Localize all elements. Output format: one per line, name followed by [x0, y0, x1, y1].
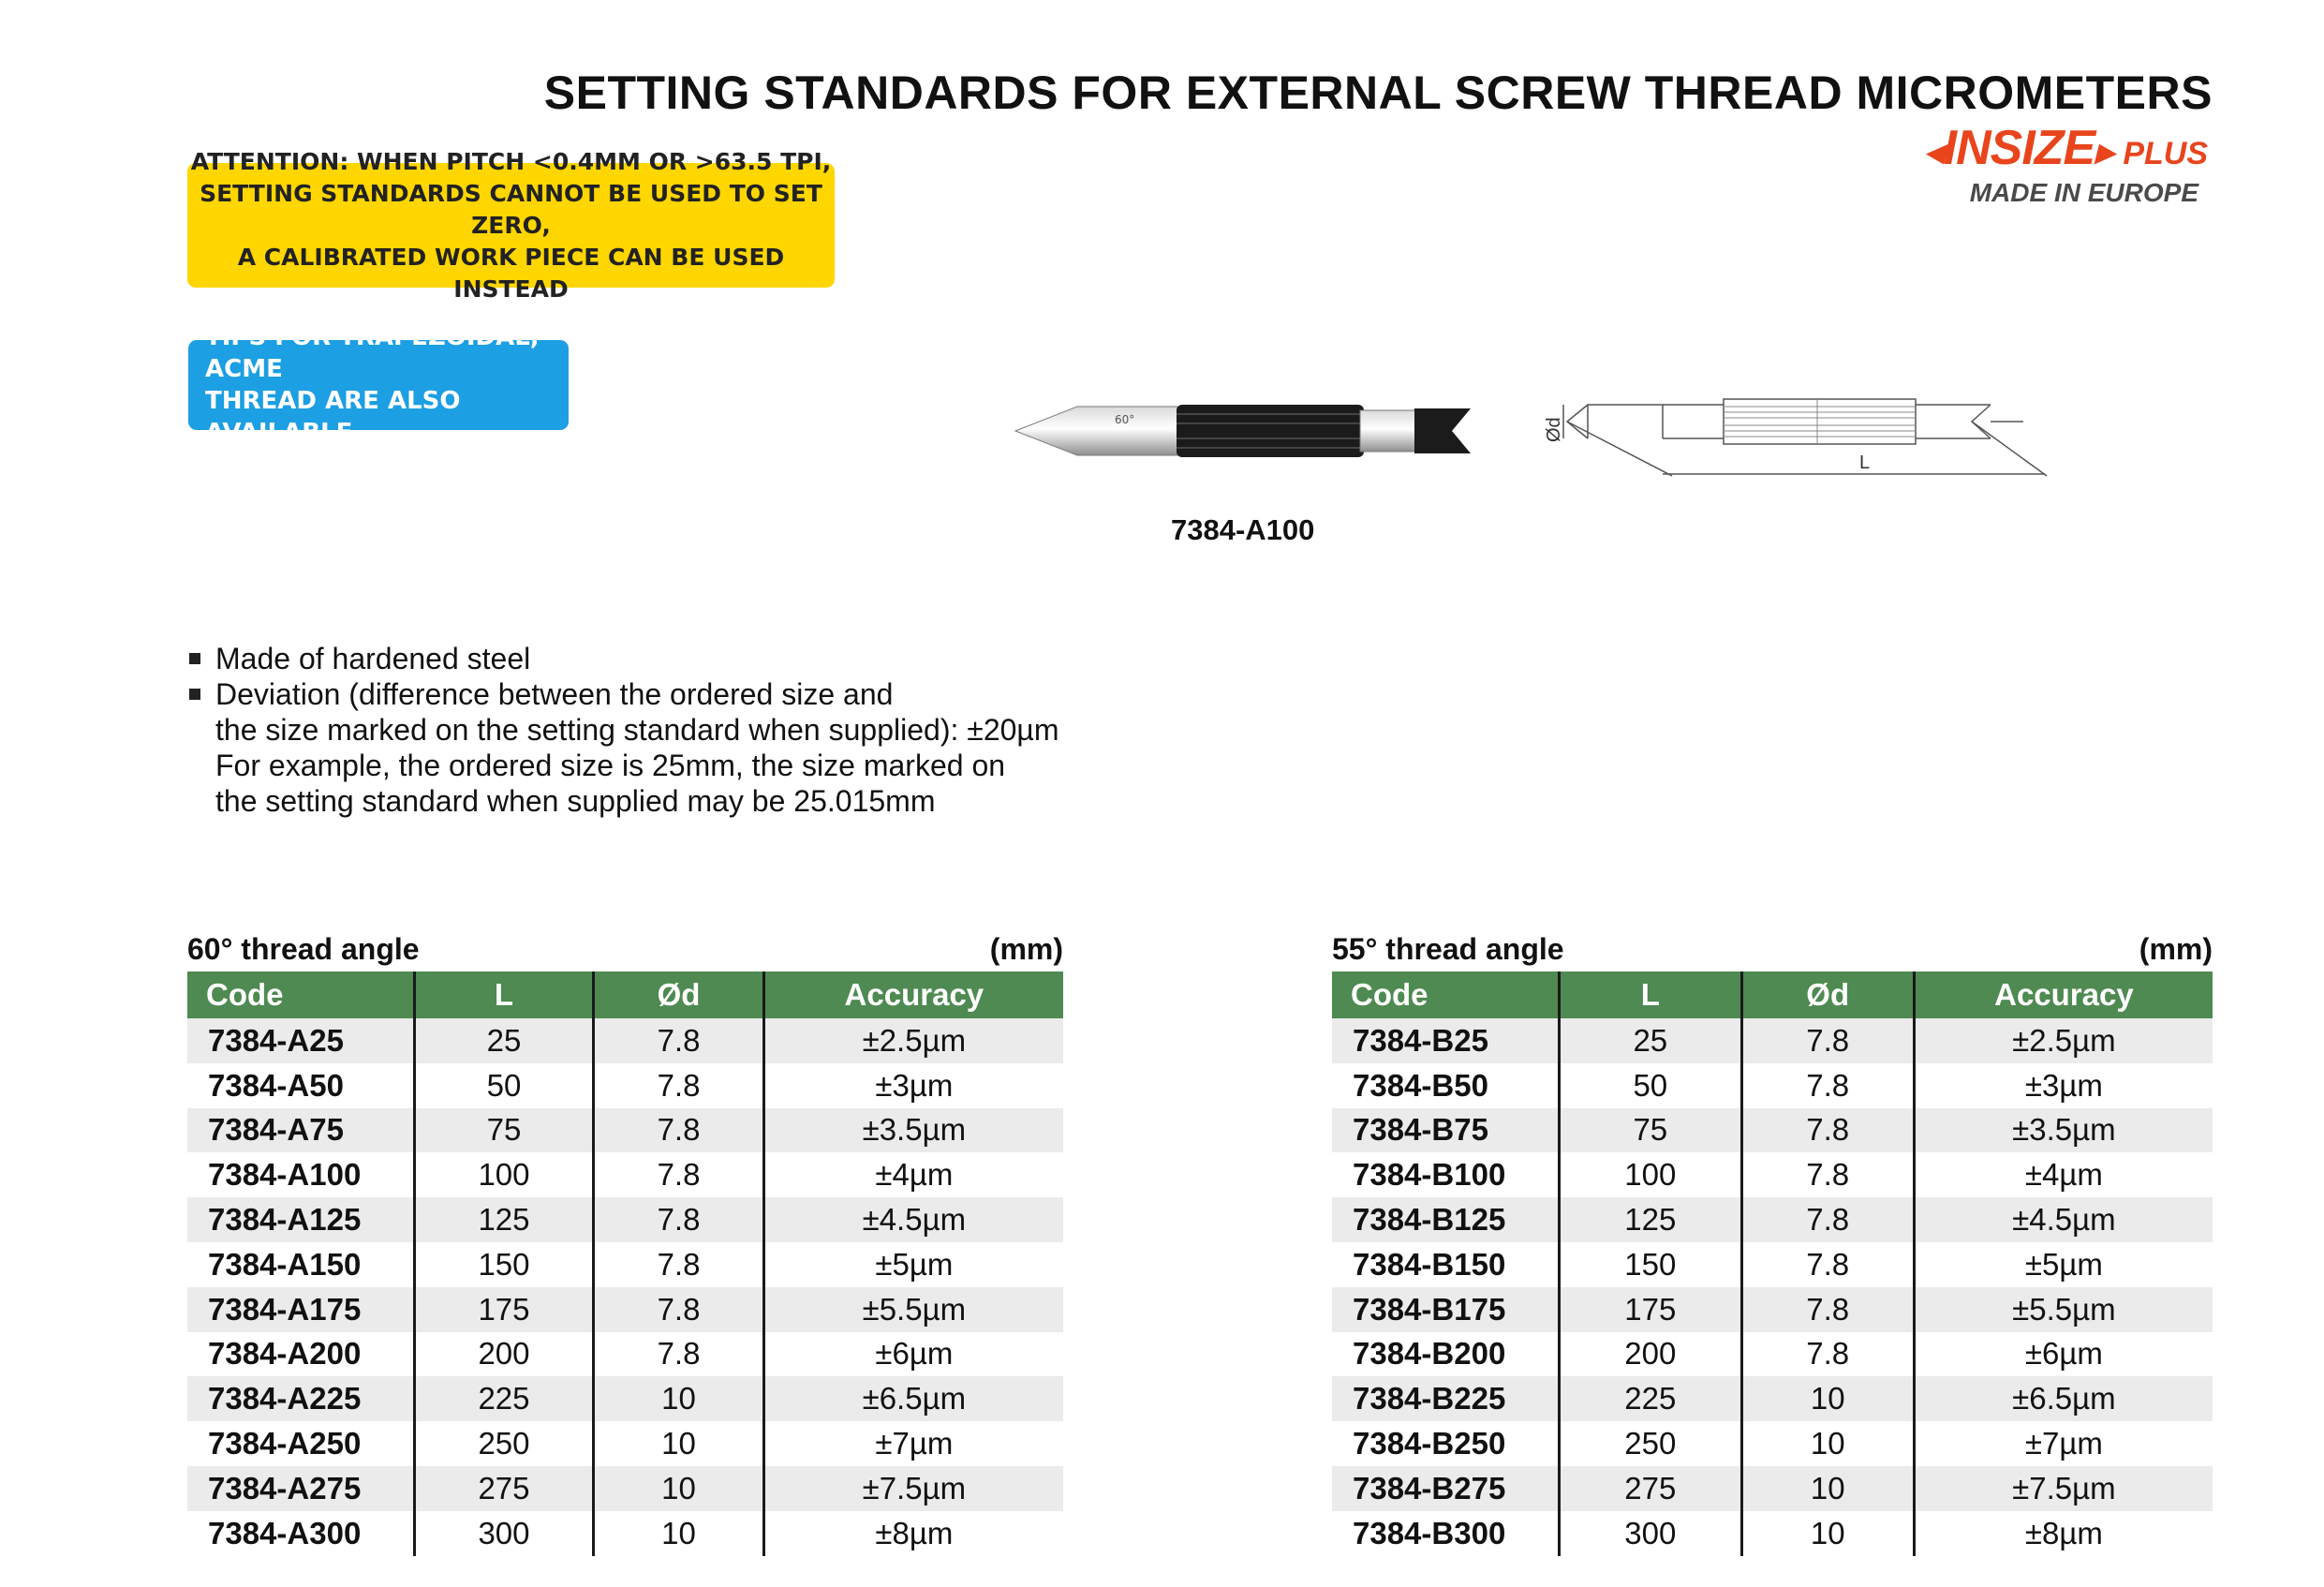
table-row	[1332, 1018, 2213, 1063]
cell-length: 275	[414, 1466, 594, 1511]
feature-list	[187, 641, 1059, 819]
cell-diameter: 7.8	[1741, 1242, 1914, 1287]
cell-length: 275	[1560, 1466, 1742, 1511]
brand-logo	[1899, 120, 2208, 206]
cell-accuracy: ±7µm	[1914, 1421, 2213, 1466]
cell-diameter: 7.8	[594, 1063, 763, 1108]
cell-length: 300	[1560, 1511, 1742, 1556]
table-unit: (mm)	[2139, 932, 2213, 966]
cell-accuracy: ±6.5µm	[763, 1376, 1063, 1421]
table-row	[1332, 1197, 2213, 1242]
table-row	[187, 1063, 1063, 1108]
cell-code: 7384-A50	[187, 1063, 414, 1108]
cell-diameter: 7.8	[1741, 1287, 1914, 1332]
cell-accuracy: ±3µm	[763, 1063, 1063, 1108]
cell-diameter: 7.8	[594, 1197, 763, 1242]
cell-accuracy: ±3.5µm	[763, 1108, 1063, 1153]
cell-length: 175	[1560, 1287, 1742, 1332]
cell-length: 150	[414, 1242, 594, 1287]
cell-code: 7384-A75	[187, 1108, 414, 1153]
brand-name: INSIZE	[1943, 121, 2095, 175]
cell-diameter: 7.8	[1741, 1197, 1914, 1242]
table-row	[1332, 1466, 2213, 1511]
column-header-code: Code	[1332, 971, 1560, 1018]
column-header-diameter: Ød	[1741, 971, 1914, 1018]
photo-shank	[1360, 410, 1416, 452]
table-row	[187, 1332, 1063, 1377]
feature-line: Deviation (difference between the ordered size and	[215, 677, 894, 711]
cell-length: 75	[1560, 1108, 1742, 1153]
cell-diameter: 7.8	[594, 1108, 763, 1153]
table-row	[1332, 1108, 2213, 1153]
table-row	[1332, 1421, 2213, 1466]
table-row	[1332, 1152, 2213, 1197]
logo-arrow-right-icon: ▸	[2095, 131, 2114, 172]
cell-length: 225	[414, 1376, 594, 1421]
column-header-length: L	[1560, 971, 1742, 1018]
cell-accuracy: ±3.5µm	[1914, 1108, 2213, 1153]
cell-accuracy: ±7.5µm	[1914, 1466, 2213, 1511]
table-body	[1332, 1018, 2213, 1556]
attention-line: ATTENTION: WHEN PITCH <0.4MM OR >63.5 TPI,	[190, 147, 832, 175]
cell-diameter: 7.8	[1741, 1063, 1914, 1108]
cell-code: 7384-A175	[187, 1287, 414, 1332]
feature-item	[187, 641, 1059, 676]
cell-code: 7384-B300	[1332, 1511, 1560, 1556]
attention-line: SETTING STANDARDS CANNOT BE USED TO SET ZERO,	[200, 179, 822, 239]
logo-arrow-left-icon: ◂	[1924, 131, 1944, 172]
cell-code: 7384-A250	[187, 1421, 414, 1466]
photo-tip	[1015, 407, 1180, 455]
cell-accuracy: ±4.5µm	[1914, 1197, 2213, 1242]
cell-diameter: 10	[1741, 1421, 1914, 1466]
cell-diameter: 7.8	[1741, 1332, 1914, 1377]
table-body	[187, 1018, 1063, 1556]
table-row	[187, 1287, 1063, 1332]
cell-diameter: 10	[1741, 1376, 1914, 1421]
tips-notice	[188, 323, 569, 447]
cell-diameter: 10	[594, 1511, 763, 1556]
table-row	[1332, 1332, 2213, 1377]
cell-diameter: 10	[1741, 1511, 1914, 1556]
table-row	[187, 1242, 1063, 1287]
cell-length: 200	[414, 1332, 594, 1377]
table-row	[187, 1152, 1063, 1197]
cell-diameter: 10	[594, 1466, 763, 1511]
column-header-diameter: Ød	[594, 971, 763, 1018]
cell-code: 7384-B175	[1332, 1287, 1560, 1332]
cell-length: 125	[414, 1197, 594, 1242]
cell-code: 7384-A25	[187, 1018, 414, 1063]
table-heading: 60° thread angle	[187, 932, 420, 966]
feature-line: the size marked on the setting standard when supplied): ±20µm	[215, 713, 1059, 747]
cell-accuracy: ±7µm	[763, 1421, 1063, 1466]
table-header	[1332, 971, 2213, 1018]
cell-code: 7384-A300	[187, 1511, 414, 1556]
cell-accuracy: ±2.5µm	[763, 1018, 1063, 1063]
tips-line: THREAD ARE ALSO AVAILABLE	[205, 387, 461, 447]
cell-accuracy: ±8µm	[763, 1511, 1063, 1556]
cell-code: 7384-B125	[1332, 1197, 1560, 1242]
cell-length: 100	[414, 1152, 594, 1197]
spec-table	[187, 971, 1063, 1556]
cell-diameter: 7.8	[594, 1287, 763, 1332]
cell-code: 7384-A275	[187, 1466, 414, 1511]
table-row	[1332, 1063, 2213, 1108]
cell-length: 225	[1560, 1376, 1742, 1421]
cell-length: 100	[1560, 1152, 1742, 1197]
table-heading-row	[1332, 932, 2213, 971]
table-row	[187, 1421, 1063, 1466]
table-row	[187, 1466, 1063, 1511]
setting-standard-photo	[1012, 393, 1480, 468]
cell-accuracy: ±3µm	[1914, 1063, 2213, 1108]
feature-line: For example, the ordered size is 25mm, the size marked on	[215, 749, 1006, 782]
cell-code: 7384-B275	[1332, 1466, 1560, 1511]
cell-accuracy: ±8µm	[1914, 1511, 2213, 1556]
cell-diameter: 7.8	[594, 1152, 763, 1197]
attention-notice	[187, 147, 835, 303]
cell-accuracy: ±4µm	[1914, 1152, 2213, 1197]
column-header-accuracy: Accuracy	[1914, 971, 2213, 1018]
dim-d-label: Ød	[1544, 417, 1564, 442]
table-row	[1332, 1376, 2213, 1421]
cell-accuracy: ±4.5µm	[763, 1197, 1063, 1242]
table-row	[187, 1108, 1063, 1153]
attention-line: A CALIBRATED WORK PIECE CAN BE USED INSTEAD	[237, 243, 785, 303]
cell-length: 250	[1560, 1421, 1742, 1466]
brand-plus: PLUS	[2123, 136, 2208, 171]
cell-accuracy: ±5µm	[1914, 1242, 2213, 1287]
tips-line: TIPS FOR TRAPEZOIDAL, ACME	[205, 323, 540, 383]
cell-length: 25	[1560, 1018, 1742, 1063]
insize-logo	[1925, 120, 2208, 176]
table-55-degree	[1332, 932, 2213, 1556]
cell-diameter: 7.8	[1741, 1152, 1914, 1197]
column-header-accuracy: Accuracy	[763, 971, 1063, 1018]
feature-line: the setting standard when supplied may be 25.015mm	[215, 784, 936, 818]
cell-code: 7384-A100	[187, 1152, 414, 1197]
page-title: SETTING STANDARDS FOR EXTERNAL SCREW THREAD MICROMETERS	[543, 67, 2213, 119]
table-row	[1332, 1242, 2213, 1287]
cell-length: 150	[1560, 1242, 1742, 1287]
cell-code: 7384-A225	[187, 1376, 414, 1421]
cell-accuracy: ±5.5µm	[1914, 1287, 2213, 1332]
cell-length: 175	[414, 1287, 594, 1332]
cell-diameter: 7.8	[1741, 1018, 1914, 1063]
cell-code: 7384-B250	[1332, 1421, 1560, 1466]
cell-accuracy: ±6µm	[763, 1332, 1063, 1377]
photo-mark: 60°	[1115, 413, 1135, 426]
cell-length: 125	[1560, 1197, 1742, 1242]
cell-accuracy: ±7.5µm	[763, 1466, 1063, 1511]
table-header	[187, 971, 1063, 1018]
table-row	[187, 1376, 1063, 1421]
cell-accuracy: ±4µm	[763, 1152, 1063, 1197]
cell-length: 250	[414, 1421, 594, 1466]
cell-code: 7384-B75	[1332, 1108, 1560, 1153]
cell-accuracy: ±6.5µm	[1914, 1376, 2213, 1421]
cell-code: 7384-B100	[1332, 1152, 1560, 1197]
cell-diameter: 10	[594, 1376, 763, 1421]
column-header-code: Code	[187, 971, 414, 1018]
cell-diameter: 10	[594, 1421, 763, 1466]
brand-tagline: MADE IN EUROPE	[1969, 178, 2198, 207]
table-row	[187, 1018, 1063, 1063]
figure-caption: 7384-A100	[1171, 513, 1315, 546]
spec-table	[1332, 971, 2213, 1556]
cell-diameter: 7.8	[594, 1332, 763, 1377]
dimension-drawing	[1544, 393, 2061, 487]
table-row	[1332, 1511, 2213, 1556]
cell-code: 7384-B225	[1332, 1376, 1560, 1421]
cell-accuracy: ±6µm	[1914, 1332, 2213, 1377]
cell-code: 7384-B200	[1332, 1332, 1560, 1377]
table-60-degree	[187, 932, 1063, 1556]
cell-length: 50	[414, 1063, 594, 1108]
table-row	[187, 1197, 1063, 1242]
column-header-length: L	[414, 971, 594, 1018]
cell-length: 75	[414, 1108, 594, 1153]
cell-length: 25	[414, 1018, 594, 1063]
cell-diameter: 7.8	[594, 1018, 763, 1063]
photo-grip	[1177, 405, 1364, 457]
cell-code: 7384-B50	[1332, 1063, 1560, 1108]
table-heading-row	[187, 932, 1063, 971]
table-row	[1332, 1287, 2213, 1332]
cell-accuracy: ±5µm	[763, 1242, 1063, 1287]
cell-diameter: 7.8	[594, 1242, 763, 1287]
cell-length: 50	[1560, 1063, 1742, 1108]
cell-code: 7384-A200	[187, 1332, 414, 1377]
feature-line: Made of hardened steel	[215, 642, 531, 675]
cell-length: 300	[414, 1511, 594, 1556]
table-unit: (mm)	[989, 932, 1063, 966]
cell-code: 7384-A125	[187, 1197, 414, 1242]
feature-item	[187, 676, 1059, 819]
table-row	[187, 1511, 1063, 1556]
cell-diameter: 7.8	[1741, 1108, 1914, 1153]
cell-diameter: 10	[1741, 1466, 1914, 1511]
table-heading: 55° thread angle	[1332, 932, 1564, 966]
cell-accuracy: ±2.5µm	[1914, 1018, 2213, 1063]
cell-code: 7384-B150	[1332, 1242, 1560, 1287]
cell-code: 7384-A150	[187, 1242, 414, 1287]
cell-accuracy: ±5.5µm	[763, 1287, 1063, 1332]
cell-length: 200	[1560, 1332, 1742, 1377]
dim-l-label: L	[1859, 452, 1871, 473]
cell-code: 7384-B25	[1332, 1018, 1560, 1063]
photo-anvil-end	[1414, 408, 1471, 453]
